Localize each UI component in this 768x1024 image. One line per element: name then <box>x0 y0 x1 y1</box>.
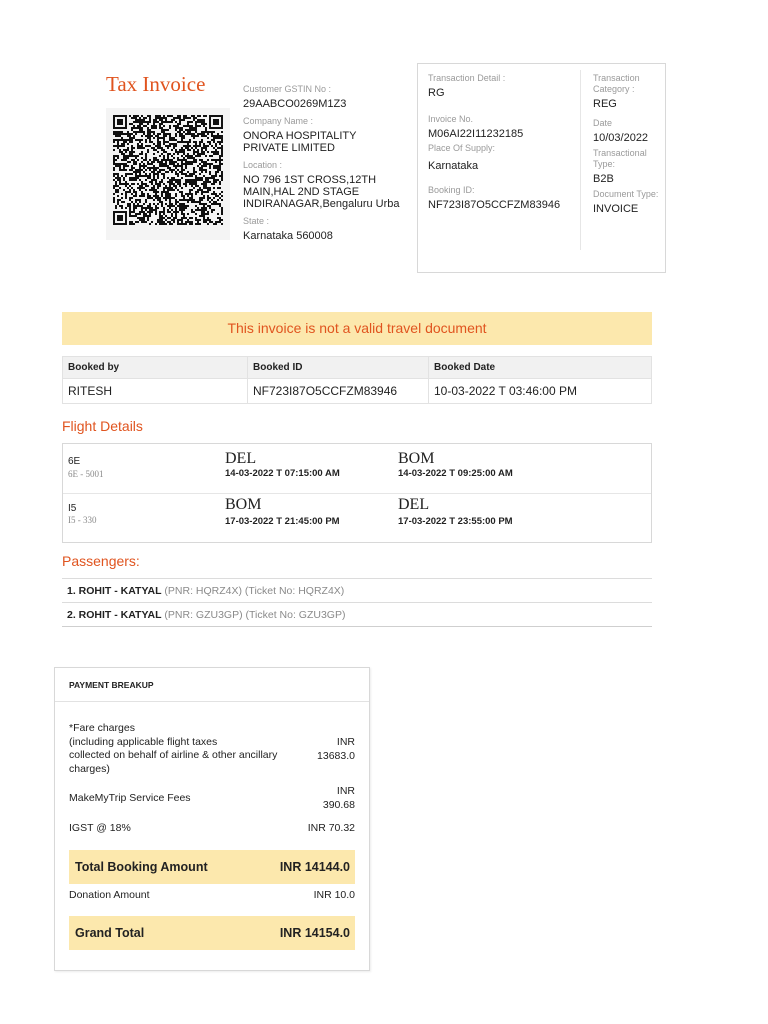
passenger-pnr: (PNR: HQRZ4X) (Ticket No: HQRZ4X) <box>161 585 345 597</box>
fare-charges-note: (including applicable flight taxes <box>69 735 218 748</box>
location-label: Location : <box>243 160 283 170</box>
igst-row <box>69 822 355 836</box>
fare-charges-note: charges) <box>69 762 110 775</box>
donation-row <box>69 889 355 903</box>
arrival-city: DEL <box>398 496 430 513</box>
booked-id-header: Booked ID <box>248 357 429 379</box>
total-booking-amount-value: INR 14144.0 <box>279 860 350 874</box>
booked-by-header: Booked by <box>63 357 248 379</box>
service-fees-currency: INR <box>336 785 355 797</box>
fare-charges-amount: 13683.0 <box>317 750 355 762</box>
fare-charges-note: collected on behalf of airline & other ancillary <box>69 749 278 761</box>
flight-airline: I5 <box>68 503 77 514</box>
company-name-label: Company Name : <box>243 116 314 126</box>
transactional-type-label: Transactional Type: <box>593 148 647 169</box>
service-fees-row <box>69 784 355 814</box>
fare-charges-row <box>69 722 355 778</box>
booked-date-header: Booked Date <box>429 357 652 379</box>
qr-code-image <box>113 115 223 225</box>
location: NO 796 1ST CROSS,12TH MAIN,HAL 2ND STAGE INDIRANAGAR,Bengaluru Urba <box>243 174 400 210</box>
igst-value: INR 70.32 <box>307 822 355 834</box>
transaction-category-label: Transaction Category : <box>593 73 640 94</box>
document-type-label: Document Type: <box>593 189 659 199</box>
passengers-title: Passengers: <box>62 553 140 569</box>
payment-breakup <box>54 667 370 971</box>
passenger-name: 2. ROHIT - KATYAL <box>67 609 162 621</box>
invoice-date: 10/03/2022 <box>593 132 649 144</box>
total-booking-amount-label: Total Booking Amount <box>75 860 208 874</box>
customer-gstin: 29AABCO0269M1Z3 <box>243 98 347 110</box>
donation-value: INR 10.0 <box>313 889 355 901</box>
booking-id-label: Booking ID: <box>428 185 475 195</box>
transaction-category: REG <box>593 98 617 110</box>
igst-label: IGST @ 18% <box>69 822 131 834</box>
departure-time: 14-03-2022 T 07:15:00 AM <box>225 468 340 479</box>
passenger-pnr: (PNR: GZU3GP) (Ticket No: GZU3GP) <box>161 609 346 621</box>
table-header-row <box>63 357 652 379</box>
donation-label: Donation Amount <box>69 889 150 901</box>
flight-details-title: Flight Details <box>62 418 143 434</box>
list-item <box>62 602 652 626</box>
fare-charges-label: *Fare charges <box>69 722 135 734</box>
document-type: INVOICE <box>593 203 639 215</box>
flight-details <box>62 443 652 543</box>
date-label: Date <box>593 118 613 128</box>
qr-code <box>106 108 230 240</box>
place-of-supply: Karnataka <box>428 160 479 172</box>
state-label: State : <box>243 216 270 226</box>
departure-city: DEL <box>225 450 257 467</box>
table-row <box>63 379 652 404</box>
passenger-name: 1. ROHIT - KATYAL <box>67 585 162 597</box>
place-of-supply-label: Place Of Supply: <box>428 143 496 153</box>
grand-total-row <box>69 916 355 950</box>
booked-id-value: NF723I87O5CCFZM83946 <box>248 379 429 404</box>
flight-number: I5 - 330 <box>68 515 97 525</box>
customer-details <box>243 84 403 242</box>
payment-breakup-title: PAYMENT BREAKUP <box>55 668 369 702</box>
transaction-detail: RG <box>428 87 445 99</box>
service-fees-label: MakeMyTrip Service Fees <box>69 792 191 804</box>
booking-id: NF723I87O5CCFZM83946 <box>428 199 561 211</box>
transactional-type: B2B <box>593 173 614 185</box>
customer-gstin-label: Customer GSTIN No : <box>243 84 332 94</box>
booked-date-value: 10-03-2022 T 03:46:00 PM <box>429 379 652 404</box>
booked-by-value: RITESH <box>63 379 248 404</box>
transaction-detail-label: Transaction Detail : <box>428 73 506 83</box>
state: Karnataka 560008 <box>243 230 333 242</box>
invoice-number: M06AI22I11232185 <box>428 128 524 140</box>
arrival-time: 14-03-2022 T 09:25:00 AM <box>398 468 513 479</box>
departure-time: 17-03-2022 T 21:45:00 PM <box>225 516 340 527</box>
departure-city: BOM <box>225 496 262 513</box>
flight-number: 6E - 5001 <box>68 469 104 479</box>
arrival-time: 17-03-2022 T 23:55:00 PM <box>398 516 513 527</box>
booking-table <box>62 356 652 404</box>
grand-total-label: Grand Total <box>75 926 145 940</box>
company-name: ONORA HOSPITALITY PRIVATE LIMITED <box>243 130 357 154</box>
invalid-document-banner: This invoice is not a valid travel document <box>62 312 652 345</box>
page-title: Tax Invoice <box>106 72 206 96</box>
fare-charges-currency: INR <box>336 736 355 748</box>
grand-total-value: INR 14154.0 <box>279 926 350 940</box>
service-fees-amount: 390.68 <box>322 799 355 811</box>
flight-airline: 6E <box>68 456 81 467</box>
invoice-number-label: Invoice No. <box>428 114 474 124</box>
list-item <box>62 578 652 602</box>
transaction-details <box>417 63 666 273</box>
total-booking-amount-row <box>69 850 355 884</box>
arrival-city: BOM <box>398 450 435 467</box>
